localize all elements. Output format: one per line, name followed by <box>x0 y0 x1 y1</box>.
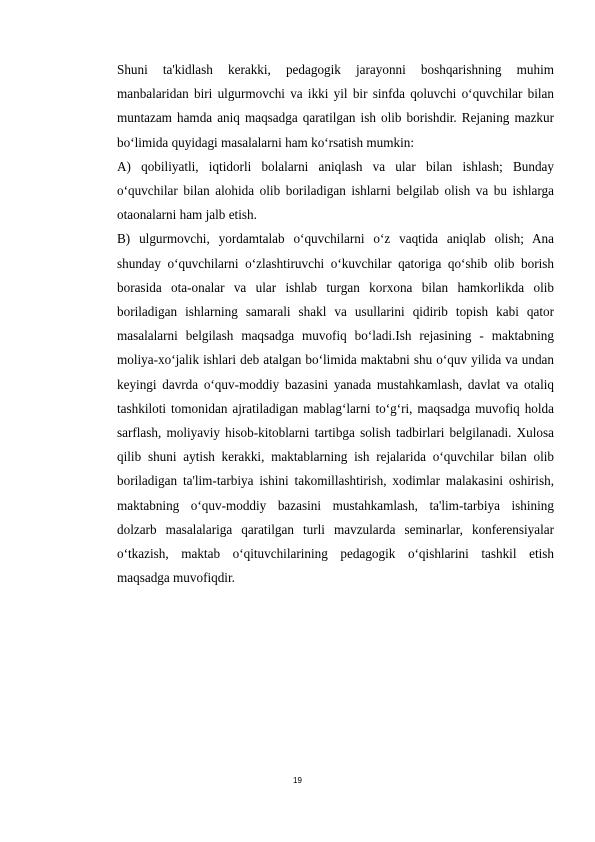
page-number: 19 <box>293 776 302 785</box>
paragraph-3: B) ulgurmovchi, yordamtalab o‘quvchilarni o‘z vaqtida aniqlab olish; Ana shunday o‘quvchilarni o‘zlashtiruvchi o‘kuvchilar qatoriga qo‘shib olib borish borasida ota-onalar va ular ishlab turgan korxona bilan hamkorlikda olib boriladigan ishlarning samarali shakl va usullarini qidirib topish kabi qator masalalarni belgilash maqsadga muvofiq bo‘ladi.Ish rejasining - maktabning moliya-xo‘jalik ishlari deb atalgan bo‘limida maktabni shu o‘quv yilida va undan keyingi davrda o‘quv-moddiy bazasini yanada mustahkamlash, davlat va otaliq tashkiloti tomonidan ajratiladigan mablag‘larni to‘g‘ri, maqsadga muvofiq holda sarflash, moliyaviy hisob-kitoblarni tartibga solish tadbirlari belgilanadi. Xulosa qilib shuni aytish kerakki, maktablarning ish rejalarida o‘quvchilar bilan olib boriladigan ta'lim-tarbiya ishini takomillashtirish, xodimlar malakasini oshirish, maktabning o‘quv-moddiy bazasini mustahkamlash, ta'lim-tarbiya ishining dolzarb masalalariga qaratilgan turli mavzularda seminarlar, konferensiyalar o‘tkazish, maktab o‘qituvchilarining pedagogik o‘qishlarini tashkil etish maqsadga muvofiqdir. <box>117 231 554 586</box>
body-text <box>117 58 554 590</box>
paragraph-1: Shuni ta'kidlash kerakki, pedagogik jarayonni boshqarishning muhim manbalaridan biri ulgurmovchi va ikki yil bir sinfda qoluvchi o‘quvchilar bilan muntazam hamda aniq maqsadga qaratilgan ish olib borishdir. Rejaning mazkur bo‘limida quyidagi masalalarni ham ko‘rsatish mumkin: <box>117 62 554 150</box>
paragraph-2: A) qobiliyatli, iqtidorli bolalarni aniqlash va ular bilan ishlash; Bunday o‘quvchilar bilan alohida olib boriladigan ishlarni belgilab olish va bu ishlarga otaonalarni ham jalb etish. <box>117 158 554 223</box>
